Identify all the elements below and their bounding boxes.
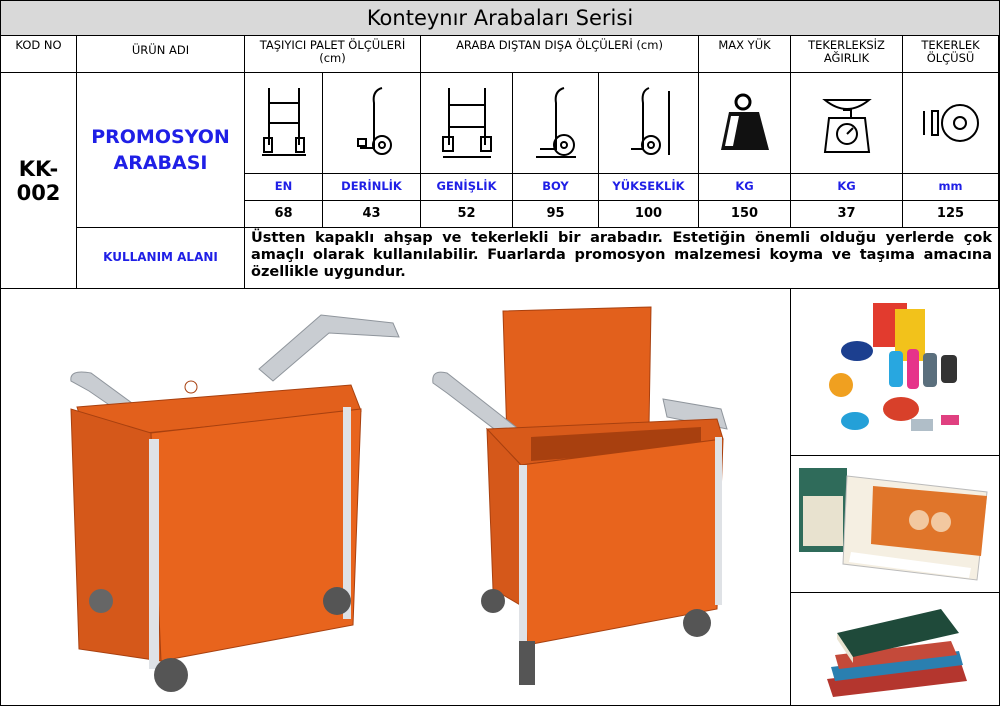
cart-height-icon [599, 73, 699, 174]
usage-text: Üstten kapaklı ahşap ve tekerlekli bir arabadır. Estetiğin önemli olduğu yerlerde çok amaçlı olarak kullanılabilir. Fuarlarda promosyon malzemesi koyma ve taşıma amacına özellikle uygundur. [245, 228, 999, 289]
header-araba: ARABA DIŞTAN DIŞA ÖLÇÜLERİ (cm) [421, 36, 699, 73]
wheel-icon [903, 73, 999, 174]
value-max-yuk: 150 [699, 201, 791, 228]
cart-photos [1, 289, 791, 705]
unit-max-kg: KG [699, 174, 791, 201]
value-yukseklik: 100 [599, 201, 699, 228]
books-image [791, 593, 999, 705]
scale-icon [791, 73, 903, 174]
product-name-line1: PROMOSYON [91, 126, 230, 148]
weight-icon [699, 73, 791, 174]
closed-cart-image [71, 315, 399, 692]
product-code-line2: 002 [16, 180, 61, 205]
hand-truck-width-icon [245, 73, 323, 174]
product-code [1, 73, 77, 289]
header-tekerlek: TEKERLEK ÖLÇÜSÜ [903, 36, 999, 73]
header-tekerleksiz: TEKERLEKSİZ AĞIRLIK [791, 36, 903, 73]
page-title: Konteynır Arabaları Serisi [1, 1, 999, 36]
value-tekerlek: 125 [903, 201, 999, 228]
hand-truck-depth-icon [323, 73, 421, 174]
unit-en: EN [245, 174, 323, 201]
unit-yukseklik: YÜKSEKLİK [599, 174, 699, 201]
product-name-line2: ARABASI [113, 152, 208, 174]
unit-kg: KG [791, 174, 903, 201]
usage-label: KULLANIM ALANI [77, 228, 245, 289]
value-genislik: 52 [421, 201, 513, 228]
header-tasiyici: TAŞIYICI PALET ÖLÇÜLERİ (cm) [245, 36, 421, 73]
cart-length-icon [513, 73, 599, 174]
header-max-yuk: MAX YÜK [699, 36, 791, 73]
unit-mm: mm [903, 174, 999, 201]
product-code-line1: KK- [18, 156, 59, 181]
open-cart-image [433, 307, 727, 685]
value-en: 68 [245, 201, 323, 228]
unit-boy: BOY [513, 174, 599, 201]
cart-width-icon [421, 73, 513, 174]
product-name [77, 73, 245, 228]
brochures-image [791, 456, 999, 593]
unit-genislik: GENİŞLİK [421, 174, 513, 201]
value-derinlik: 43 [323, 201, 421, 228]
unit-derinlik: DERİNLİK [323, 174, 421, 201]
value-boy: 95 [513, 201, 599, 228]
header-kod: KOD NO [1, 36, 77, 73]
header-urun-adi: ÜRÜN ADI [77, 36, 245, 73]
value-tekerleksiz: 37 [791, 201, 903, 228]
promo-items-image [791, 289, 999, 456]
